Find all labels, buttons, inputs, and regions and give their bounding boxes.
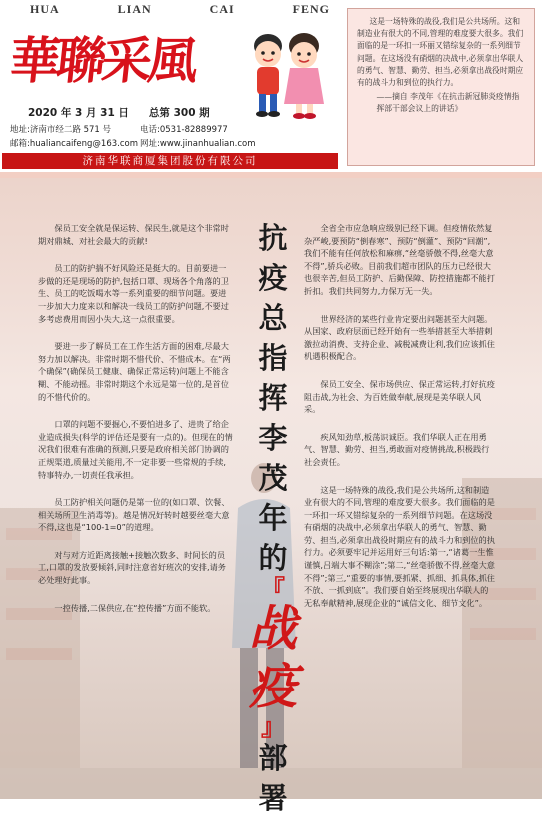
- mascot-girl-icon: [284, 33, 324, 119]
- headline-char: 茂: [258, 461, 288, 495]
- latin-word: LIAN: [117, 2, 152, 16]
- phone: 电话:0531-82889977: [140, 125, 228, 135]
- headline-char: 年: [258, 501, 288, 535]
- paragraph: 保员工安全就是保运转、保民生,就是这个非常时期对鼎城、对社会最大的贡献!: [38, 223, 229, 246]
- paragraph: 一控传播,二保供应,在“控传播”方面不能软。: [54, 602, 216, 613]
- issue-info: [28, 105, 210, 120]
- headline-quote-open: 『: [261, 575, 285, 603]
- paragraph: 疾风知劲草,板荡识诚臣。我们华联人正在用勇气、智慧、勤劳、担当,勇敢面对疫情挑战,积极践行社会责任。: [304, 431, 490, 467]
- paragraph: 要进一步了解员工在工作生活方面的困难,尽最大努力加以解决。非常时期不惜代价、不惜成本。在“两个确保”(确保员工健康、确保正常运转)问题上不能含糊、不能动摇。非常时期这个永远是第一位的,是首位的不惜代价的。: [38, 341, 231, 402]
- latin-word: HUA: [30, 2, 60, 16]
- headline-char: 的: [258, 541, 288, 575]
- latin-word: CAI: [209, 2, 235, 16]
- headline-quote-close: 』: [261, 713, 285, 741]
- quote-signature: ——摘自 李茂年《在抗击新冠肺炎疫情指挥部干部会议上的讲话》: [376, 92, 520, 114]
- paragraph: 世界经济的某些行业肯定要出问题甚至大问题。从国家、政府层面已经开始有一些举措甚至大举措刺激拉动消费、支持企业、减税减费让利,我们应该抓住机遇积极配合。: [304, 313, 495, 362]
- headline-emphasis-char: 疫: [248, 659, 297, 715]
- paragraph: 全省全市应急响应级别已经下调。但疫情依然复杂严峻,要预防“倒春寒”、预防“倒灌”、预防“回潮”,我们不能有任何放松和麻痹,“丝毫骄傲不得,丝毫大意不得”,骄兵必败。目前我们超市团队的压力已经很大也很辛苦,但员工防护、后勤保障、防控措施都不能打折扣。我们共同努力,力保万无一失。: [304, 223, 495, 296]
- email: 邮箱:hualiancaifeng@163.com: [10, 139, 138, 149]
- mascot-boy-icon: [254, 34, 282, 117]
- mascots-illustration: [230, 24, 340, 134]
- issue-number: 总第 300 期: [148, 107, 210, 119]
- publisher-banner: 济南华联商厦集团股份有限公司: [2, 153, 338, 169]
- paragraph: 保员工安全、保市场供应、保正常运转,打好抗疫阻击战,为社会、为百姓做奉献,展现是美华联人风采。: [304, 378, 495, 415]
- headline-char: 抗: [258, 221, 288, 255]
- paragraph: 口罩的问题不要掘心,不要怕进多了、进贵了给企业造成损失(科学的评估还是要有一点的)。但现在的情况我们很难有准确的预测,只要是政府相关部门协调的正规渠道,质量过关能用,不一定非要一些常规的手续,特事特办,一切责任我承担。: [38, 419, 233, 480]
- quote-text: 这是一场特殊的战役,我们是公共场所。这和制造业有很大的不同,管理的难度要大很多。我们面临的是一环扣一环丽又错综复杂的一系列细节问题。在这场没有硝烟的决战中,必须拿出华联人的勇气、智慧、勤劳、担当,必须拿出战役时期应有的战斗力和到位的执行力。: [357, 17, 524, 88]
- article-headline: [244, 218, 302, 818]
- paragraph: 这是一场特殊的战役,我们是公共场所,这和制造业有很大的不同,管理的难度要大很多。我们面临的是一环扣一环又错综复杂的一系列细节问题。在这场没有硝烟的决战中,必须拿出华联人的勇气、智慧、勤劳、担当,必须拿出战役时期应有的战斗力和到位的执行力。必须要牢记并运用好三句话:第一,“诸葛一生惟谨慎,吕端大事不糊涂”;第二,“丝毫骄傲不得,丝毫大意不得”;第三,“重要的事情,要抓紧、抓细、抓具体,抓住不放、一抓到底”。我们要自始至终展现出华联人的无私奉献精神,展现企业的“诚信文化、细节文化”。: [304, 484, 495, 608]
- address: 地址:济南市经二路 571 号: [10, 125, 111, 135]
- latin-word: FENG: [292, 2, 330, 16]
- paragraph: 对与对方近距离接触+接触次数多、时间长的员工,口罩的发放要倾斜,同时注意省好班次的安排,请务必处理好此事。: [38, 549, 226, 586]
- masthead-latin: [30, 2, 330, 18]
- headline-char: 李: [258, 421, 288, 455]
- headline-char: 挥: [258, 381, 288, 415]
- quote-box: [347, 8, 535, 166]
- headline-emphasis-char: 战: [248, 601, 297, 657]
- paragraph: 员工的防护揣不好风险还是挺大的。目前要进一步做的还是现场的防护,包括口罩、现场各个角落的卫生、员工的吃饭喝水等一系列重要的细节问题。要进一步加大力度来以和解决一线员工的防护问题,不要过多考虑费用而因小失大,这一点很重要。: [38, 263, 229, 324]
- headline-char: 部: [258, 741, 288, 775]
- masthead-title: 華聯采風: [6, 32, 198, 90]
- paragraph: 员工防护相关问题仍是第一位的(如口罩、饮餐、相关场所卫生消毒等)。越是情况好转时越要丝毫大意不得,这也是“100-1=0”的道理。: [38, 497, 230, 533]
- headline-char: 总: [258, 301, 288, 335]
- issue-date: 2020 年 3 月 31 日: [28, 107, 129, 119]
- article-right-column: [304, 222, 496, 624]
- article-left-column: [38, 222, 234, 629]
- headline-char: 指: [258, 341, 288, 375]
- website: 网址:www.jinanhualian.com: [140, 139, 256, 149]
- headline-char: 署: [258, 781, 288, 815]
- headline-char: 疫: [258, 261, 288, 295]
